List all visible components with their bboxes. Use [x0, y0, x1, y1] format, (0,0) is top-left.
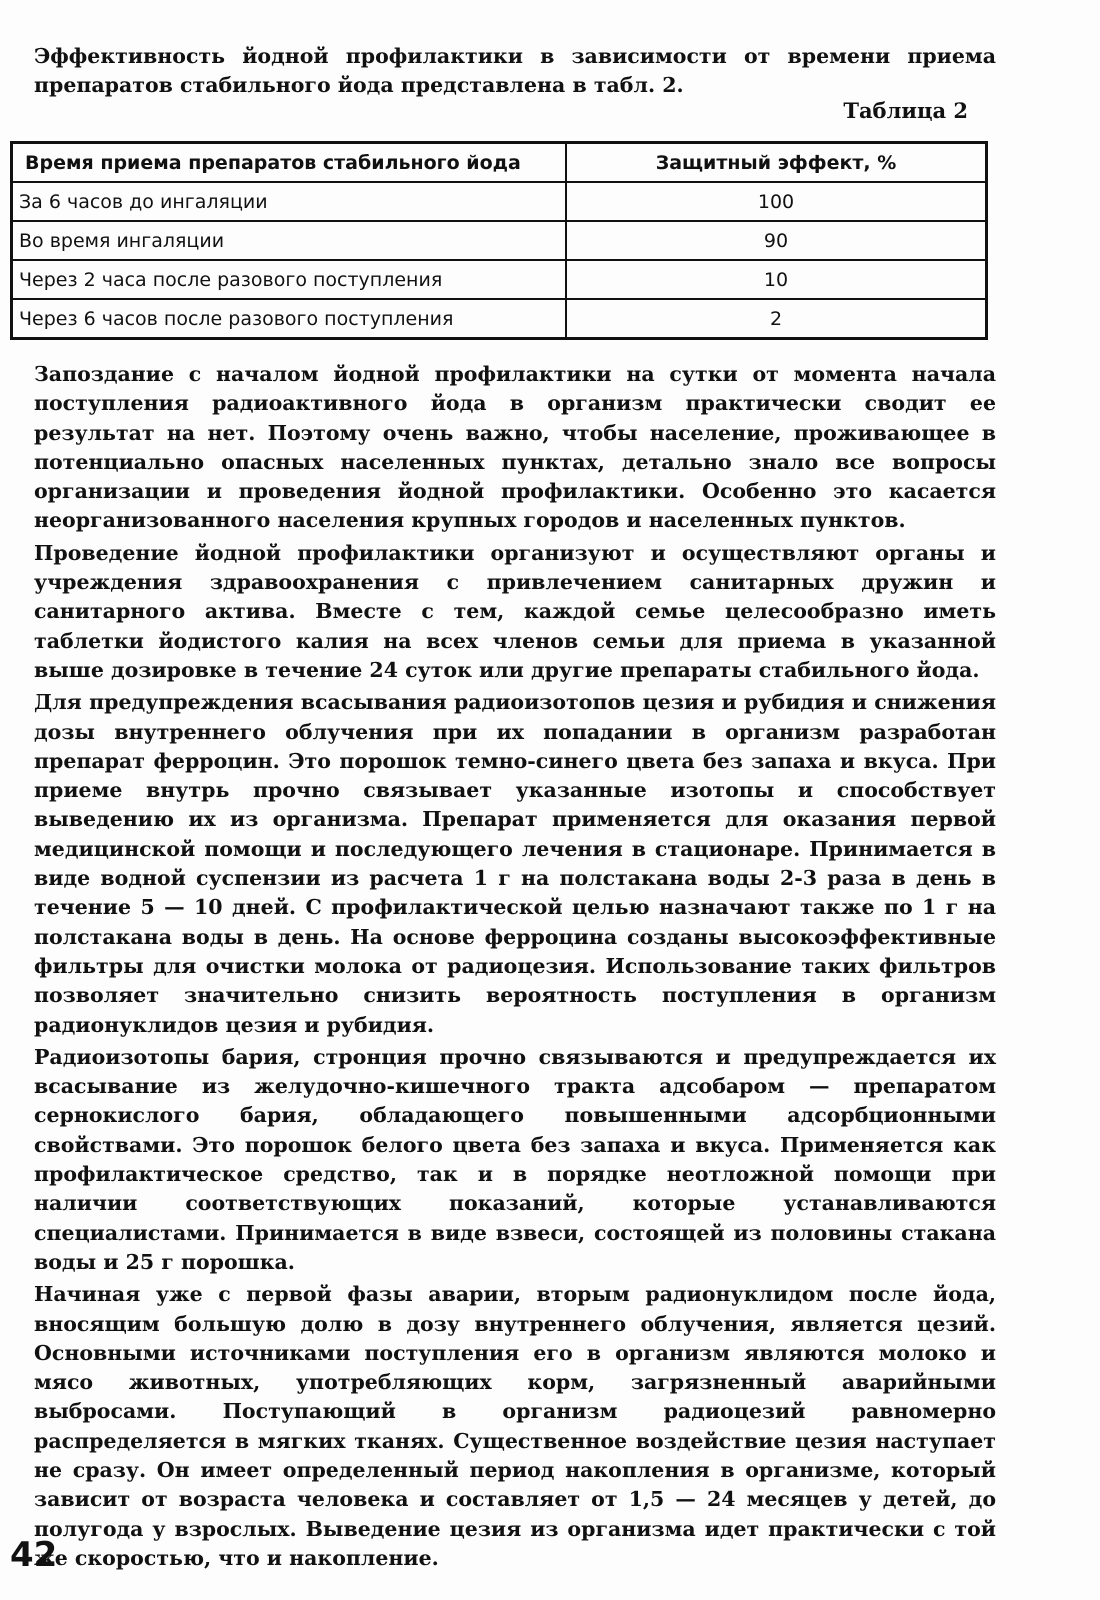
table-header-row	[12, 143, 987, 183]
intro-paragraph: Эффективность йодной профилактики в зависимости от времени приема препаратов стабильного йода представлена в табл. 2.	[34, 44, 996, 98]
paragraph-cesium: Начиная уже с первой фазы аварии, вторым радионуклидом после йода, вносящим большую долю в дозу внутреннего облучения, является цезий. Основными источниками поступления его в организм являются молоко и мясо животных, употребляющих корм, загрязненный аварийными выбросами. Поступающий в организм радиоцезий равномерно распределяется в мягких тканях. Существенное воздействие цезия наступает не сразу. Он имеет определенный период накопления в организме, который зависит от возраста человека и составляет от 1,5 — 24 месяцев у детей, до полугода у взрослых. Выведение цезия из организма идет практически с той же скоростью, что и накопление.	[34, 1282, 996, 1570]
table-caption: Таблица 2	[843, 98, 968, 123]
table-cell-time: Через 2 часа после разового поступления	[12, 260, 567, 299]
table-cell-effect: 100	[566, 182, 987, 221]
table-header-time: Время приема препаратов стабильного йода	[12, 143, 567, 183]
paragraph-iodine-delay: Запоздание с началом йодной профилактики на сутки от момента начала поступления радиоактивного йода в организм практически сводит ее результат на нет. Поэтому очень важно, чтобы население, проживающее в потенциально опасных населенных пунктах, детально знало все вопросы организации и проведения йодной профилактики. Особенно это касается неорганизованного населения крупных городов и населенных пунктов.	[34, 362, 996, 533]
paragraph-iodine-organization: Проведение йодной профилактики организуют и осуществляют органы и учреждения здравоохранения с привлечением санитарных дружин и санитарного актива. Вместе с тем, каждой семье целесообразно иметь таблетки йодистого калия на всех членов семьи для приема в указанной выше дозировке в течение 24 суток или другие препараты стабильного йода.	[34, 540, 996, 682]
table-row	[12, 221, 987, 260]
table-cell-time: За 6 часов до ингаляции	[12, 182, 567, 221]
paragraph-ferrocin: Для предупреждения всасывания радиоизотопов цезия и рубидия и снижения дозы внутреннего облучения при их попадании в организм разработан препарат ферроцин. Это порошок темно-синего цвета без запаха и вкуса. При приеме внутрь прочно связывает указанные изотопы и способствует выведению их из организма. Препарат применяется для оказания первой медицинской помощи и последующего лечения в стационаре. Принимается в виде водной суспензии из расчета 1 г на полстакана воды 2-3 раза в день в течение 5 — 10 дней. С профилактической целью назначают также по 1 г на полстакана воды в день. На основе ферроцина созданы высокоэффективные фильтры для очистки молока от радиоцезия. Использование таких фильтров позволяет значительно снизить вероятность поступления в организм радионуклидов цезия и рубидия.	[34, 690, 996, 1037]
table-cell-time: Во время ингаляции	[12, 221, 567, 260]
table-cell-effect: 2	[566, 299, 987, 339]
table-cell-time: Через 6 часов после разового поступления	[12, 299, 567, 339]
table-header-effect: Защитный эффект, %	[566, 143, 987, 183]
body-text	[34, 360, 996, 1576]
table-row	[12, 182, 987, 221]
paragraph-adsobar: Радиоизотопы бария, стронция прочно связываются и предупреждается их всасывание из желудочно-кишечного тракта адсобаром — препаратом сернокислого бария, обладающего повышенными адсорбционными свойствами. Это порошок белого цвета без запаха и вкуса. Применяется как профилактическое средство, так и в порядке неотложной помощи при наличии соответствующих показаний, которые устанавливаются специалистами. Принимается в виде взвеси, состоящей из половины стакана воды и 25 г порошка.	[34, 1044, 996, 1274]
protection-table	[10, 141, 988, 340]
page-number: 42	[10, 1535, 58, 1575]
table-cell-effect: 90	[566, 221, 987, 260]
table-row	[12, 299, 987, 339]
table-cell-effect: 10	[566, 260, 987, 299]
table-row	[12, 260, 987, 299]
